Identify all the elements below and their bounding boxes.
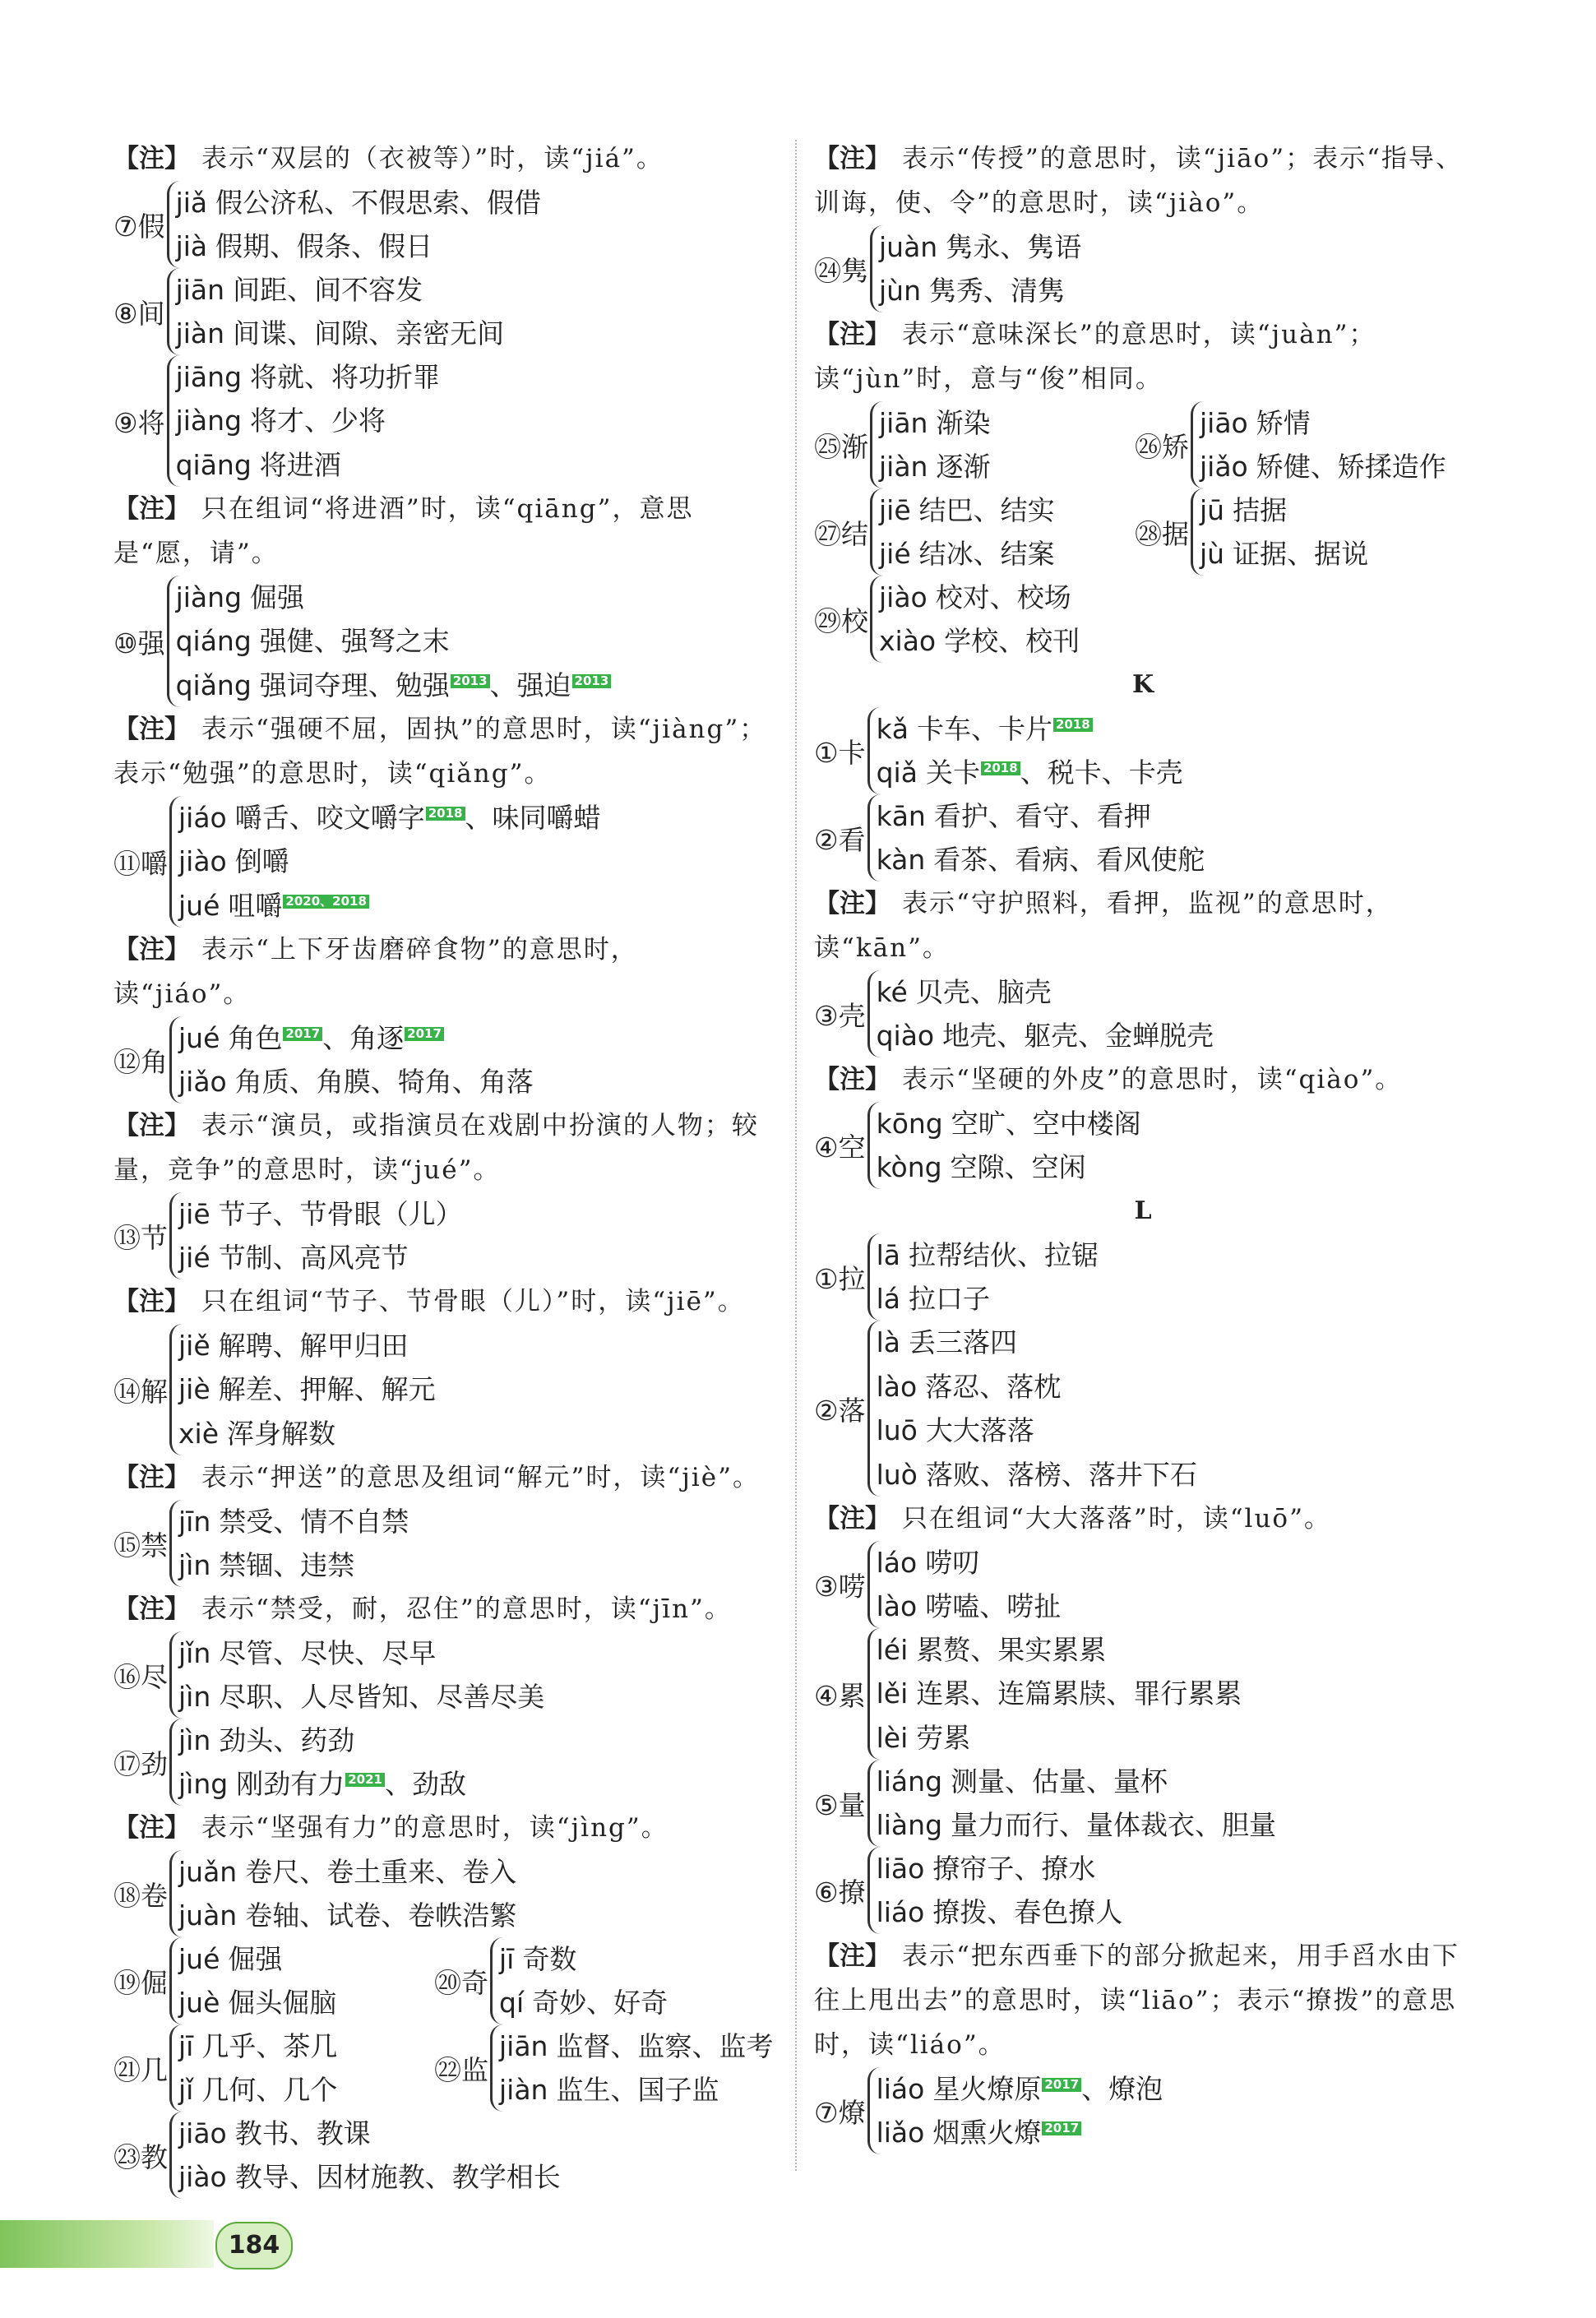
reading-line: jǐ 几何、几个 xyxy=(178,2074,338,2106)
reading-line: qiāng 将进酒 xyxy=(175,448,341,481)
entry-jiao: ⑪嚼 jiáo 嚼舌、咬文嚼字 2018、味同嚼蜡 jiào 倒嚼 jué 咀嚼 2020、2018 xyxy=(113,796,771,928)
reading-line: jiē 结巴、结实 xyxy=(879,494,1055,526)
reading-line: jiǎ 假公济私、不假思索、假借 xyxy=(175,187,542,219)
exam-year-badge: 2018 xyxy=(1053,718,1093,732)
entry-pair xyxy=(814,488,1472,576)
reading-line: kān 看护、看守、看押 xyxy=(876,800,1151,832)
reading-line: láo 唠叨 xyxy=(876,1547,980,1579)
exam-year-badge: 2018 xyxy=(426,807,465,821)
brace xyxy=(867,2067,1163,2154)
reading-line: liáng 测量、估量、量杯 xyxy=(876,1765,1168,1797)
brace xyxy=(867,1321,1197,1497)
reading-line: jìng 刚劲有力 2021、劲敌 xyxy=(178,1768,466,1800)
entry-ka-qia: ①卡 kǎ 卡车、卡片 2018 qiǎ 关卡 2018、税卡、卡壳 xyxy=(814,707,1472,794)
reading-line: juàn 隽永、隽语 xyxy=(879,231,1082,263)
note: 【注】 表示“强硬不屈，固执”的意思时，读“jiàng”；表示“勉强”的意思时，读“qiǎng”。 xyxy=(113,715,767,789)
brace xyxy=(167,268,504,355)
reading-line: jué 角色 2017、角逐 2017 xyxy=(178,1016,534,1060)
entry-la: ①拉 lā 拉帮结伙、拉锯 lá 拉口子 xyxy=(814,1233,1472,1321)
entry-jiao-jiao: ㉓教 jiāo 教书、教课 jiào 教导、因材施教、教学相长 xyxy=(113,2112,771,2199)
reading-line: jiàn 间谍、间隙、亲密无间 xyxy=(175,317,505,349)
brace xyxy=(169,2112,561,2199)
note: 【注】 表示“把东西垂下的部分掀起来，用手舀水由下往上甩出去”的意思时，读“liāo”；表示“撩拨”的意思时，读“liáo”。 xyxy=(814,1941,1460,2060)
reading-line: jiàng 将才、少将 xyxy=(175,405,386,437)
entry-jiang: ⑨将 jiāng 将就、将功折罪 jiàng 将才、少将 qiāng 将进酒 xyxy=(113,355,771,487)
entry-luo: ②落 là 丢三落四 lào 落忍、落枕 luō 大大落落 luò 落败、落榜、落井下石 xyxy=(814,1321,1472,1497)
brace xyxy=(169,2024,337,2112)
exam-year-badge: 2017 xyxy=(1042,2078,1081,2092)
reading-line: jiān 监督、监察、监考 xyxy=(499,2030,774,2062)
entry-jing: ⑰劲 jìn 劲头、药劲 jìng 刚劲有力 2021、劲敌 xyxy=(113,1719,771,1806)
entry-jiao-xiao: ㉙校 jiào 校对、校场 xiào 学校、校刊 xyxy=(814,576,1472,663)
exam-year-badge: 2017 xyxy=(283,1027,322,1041)
reading-line: jiāo 矫情 xyxy=(1200,407,1311,439)
entry-jie-xie: ⑭解 jiě 解聘、解甲归田 jiè 解差、押解、解元 xiè 浑身解数 xyxy=(113,1324,771,1455)
reading-line: jī 奇数 xyxy=(499,1943,577,1975)
reading-line: jiàn 监生、国子监 xyxy=(499,2074,719,2106)
reading-line: jiàng 倔强 xyxy=(175,581,305,614)
brace xyxy=(167,576,612,707)
reading-line: jiāo 教书、教课 xyxy=(178,2117,371,2149)
entry-jie-jie: ㉗结 jiē 结巴、结实 jié 结冰、结案 xyxy=(814,488,1135,576)
note: 【注】 表示“坚硬的外皮”的意思时，读“qiào”。 xyxy=(814,1065,1403,1094)
reading-line: lā 拉帮结伙、拉锯 xyxy=(876,1239,1099,1271)
reading-line: xiào 学校、校刊 xyxy=(879,625,1080,657)
entry-pair xyxy=(814,401,1472,488)
entry-liang: ⑤量 liáng 测量、估量、量杯 liàng 量力而行、量体裁衣、胆量 xyxy=(814,1760,1472,1847)
note: 【注】 表示“押送”的意思及组词“解元”时，读“jiè”。 xyxy=(113,1463,760,1492)
reading-line: léi 累赘、果实累累 xyxy=(876,1634,1107,1667)
reading-line: jià 假期、假条、假日 xyxy=(175,230,433,262)
exam-year-badge: 2020、2018 xyxy=(283,895,369,909)
brace xyxy=(870,401,990,488)
reading-line: jī 几乎、茶几 xyxy=(178,2030,338,2062)
exam-year-badge: 2013 xyxy=(572,674,612,688)
reading-line: liǎo 烟熏火燎 2017 xyxy=(877,2111,1163,2154)
left-column xyxy=(113,136,774,2199)
reading-line: jué 倔强 xyxy=(178,1943,283,1975)
reading-line: qiáng 强健、强弩之末 xyxy=(175,625,450,658)
entry-jian-jian: ㉒监 jiān 监督、监察、监考 jiàn 监生、国子监 xyxy=(434,2024,755,2112)
entry-jie: ⑬节 jiē 节子、节骨眼（儿） jié 节制、高风亮节 xyxy=(113,1192,771,1279)
reading-line: jùn 隽秀、清隽 xyxy=(879,275,1065,307)
reading-line: kōng 空旷、空中楼阁 xyxy=(876,1108,1141,1140)
reading-line: jiáo 嚼舌、咬文嚼字 2018、味同嚼蜡 xyxy=(178,802,601,835)
brace xyxy=(870,225,1081,312)
brace xyxy=(490,2024,773,2112)
entry-qiang: ⑩强 jiàng 倔强 qiáng 强健、强弩之末 qiǎng 强词夺理、勉强 2013、强迫 2013 xyxy=(113,576,771,707)
entry-liao: ⑥撩 liāo 撩帘子、撩水 liáo 撩拨、春色撩人 xyxy=(814,1847,1472,1934)
entry-ji-qi: ⑳奇 jī 奇数 qí 奇妙、好奇 xyxy=(434,1937,755,2024)
note: 【注】 表示“意味深长”的意思时，读“juàn”；读“jùn”时，意与“俊”相同。 xyxy=(814,320,1376,394)
brace xyxy=(169,1016,534,1103)
reading-line: jiào 校对、校场 xyxy=(879,581,1071,613)
brace xyxy=(867,1102,1141,1189)
reading-line: jiào 倒嚼 xyxy=(178,845,289,878)
entry-ke-qiao: ③壳 ké 贝壳、脑壳 qiào 地壳、躯壳、金蝉脱壳 xyxy=(814,970,1472,1057)
reading-line: kǎ 卡车、卡片 2018 xyxy=(877,707,1183,751)
entry-pair xyxy=(113,2024,774,2112)
note: 【注】 表示“守护照料，看押，监视”的意思时，读“kān”。 xyxy=(814,889,1393,963)
entry-ji: ㉑几 jī 几乎、茶几 jǐ 几何、几个 xyxy=(113,2024,434,2112)
entry-kan: ②看 kān 看护、看守、看押 kàn 看茶、看病、看风使舵 xyxy=(814,794,1472,881)
reading-line: jiān 渐染 xyxy=(879,407,991,439)
reading-line: jīn 禁受、情不自禁 xyxy=(178,1506,409,1538)
reading-line: lào 落忍、落枕 xyxy=(876,1370,1062,1403)
exam-year-badge: 2021 xyxy=(345,1773,385,1787)
reading-line: liāo 撩帘子、撩水 xyxy=(876,1853,1096,1885)
reading-line: jǐn 尽管、尽快、尽早 xyxy=(178,1637,437,1669)
reading-line: jié 结冰、结案 xyxy=(879,538,1055,570)
reading-line: jiào 教导、因材施教、教学相长 xyxy=(178,2161,561,2193)
reading-line: jiē 节子、节骨眼（儿） xyxy=(178,1198,463,1230)
entry-jin: ⑯尽 jǐn 尽管、尽快、尽早 jìn 尽职、人尽皆知、尽善尽美 xyxy=(113,1631,771,1719)
reading-line: jiǎo 矫健、矫揉造作 xyxy=(1200,451,1446,483)
entry-ju-ju: ㉘据 jū 拮据 jù 证据、据说 xyxy=(1135,488,1455,576)
reading-line: kòng 空隙、空闲 xyxy=(876,1151,1086,1183)
brace xyxy=(167,181,542,268)
reading-line: jié 节制、高风亮节 xyxy=(178,1242,409,1274)
reading-line: luō 大大落落 xyxy=(876,1414,1034,1447)
brace xyxy=(867,1628,1242,1760)
entry-lao: ③唠 láo 唠叨 lào 唠嗑、唠扯 xyxy=(814,1541,1472,1628)
reading-line: qí 奇妙、好奇 xyxy=(499,1987,668,2019)
reading-line: ké 贝壳、脑壳 xyxy=(876,976,1052,1008)
brace xyxy=(167,355,440,487)
reading-line: jìn 禁锢、违禁 xyxy=(178,1549,355,1581)
reading-line: lào 唠嗑、唠扯 xyxy=(876,1590,1062,1622)
reading-line: liáo 撩拨、春色撩人 xyxy=(876,1896,1123,1928)
exam-year-badge: 2017 xyxy=(405,1027,444,1041)
note: 【注】 只在组词“大大落落”时，读“luō”。 xyxy=(814,1504,1331,1534)
column-divider xyxy=(795,140,797,2171)
entry-kong: ④空 kōng 空旷、空中楼阁 kòng 空隙、空闲 xyxy=(814,1102,1472,1189)
reading-line: lá 拉口子 xyxy=(876,1283,990,1315)
reading-line: qiǎng 强词夺理、勉强 2013、强迫 2013 xyxy=(176,664,612,707)
footer-band xyxy=(0,2220,214,2268)
reading-line: jiǎo 角质、角膜、犄角、角落 xyxy=(178,1066,534,1098)
reading-line: là 丢三落四 xyxy=(876,1326,1017,1359)
reading-line: jiě 解聘、解甲归田 xyxy=(178,1330,409,1363)
reading-line: qiào 地壳、躯壳、金蝉脱壳 xyxy=(876,1020,1214,1052)
entry-juan: ⑱卷 juǎn 卷尺、卷土重来、卷入 juàn 卷轴、试卷、卷帙浩繁 xyxy=(113,1850,771,1937)
note: 【注】 只在组词“将进酒”时，读“qiāng”，意思是“愿，请”。 xyxy=(113,494,694,568)
brace xyxy=(169,1631,544,1719)
reading-line: jū 拮据 xyxy=(1200,494,1288,526)
reading-line: kàn 看茶、看病、看风使舵 xyxy=(876,844,1205,876)
brace xyxy=(1191,401,1446,488)
entry-juan-jun: ㉔隽 juàn 隽永、隽语 jùn 隽秀、清隽 xyxy=(814,225,1472,312)
brace xyxy=(169,796,601,928)
exam-year-badge: 2013 xyxy=(451,674,490,688)
brace xyxy=(1191,488,1368,576)
reading-line: jiè 解差、押解、解元 xyxy=(178,1373,436,1406)
brace xyxy=(490,1937,668,2024)
brace xyxy=(867,794,1205,881)
section-heading-l: L xyxy=(1134,1196,1152,1225)
page-number: 184 xyxy=(215,2222,293,2269)
reading-line: liáo 星火燎原 2017、燎泡 xyxy=(876,2073,1163,2105)
brace xyxy=(867,1541,1062,1628)
reading-line: jiāng 将就、将功折罪 xyxy=(175,361,441,394)
brace xyxy=(169,1324,436,1455)
entry-jiao-jiao-2: ㉖矫 jiāo 矫情 jiǎo 矫健、矫揉造作 xyxy=(1135,401,1455,488)
note: 【注】 表示“禁受，耐，忍住”的意思时，读“jīn”。 xyxy=(113,1594,732,1624)
brace xyxy=(169,1192,463,1279)
reading-line: juàn 卷轴、试卷、卷帙浩繁 xyxy=(178,1899,517,1932)
exam-year-badge: 2018 xyxy=(981,761,1020,775)
note: 【注】 表示“坚强有力”的意思时，读“jìng”。 xyxy=(113,1813,668,1843)
entry-pair xyxy=(113,1937,771,2024)
reading-line: jué 咀嚼 2020、2018 xyxy=(178,884,601,928)
entry-jian: ⑧间 jiān 间距、间不容发 jiàn 间谍、间隙、亲密无间 xyxy=(113,268,771,355)
entry-jue: ⑫角 jué 角色 2017、角逐 2017 jiǎo 角质、角膜、犄角、角落 xyxy=(113,1016,771,1103)
reading-line: jiàn 逐渐 xyxy=(879,451,991,483)
note: 【注】 表示“上下牙齿磨碎食物”的意思时，读“jiáo”。 xyxy=(113,935,638,1009)
brace xyxy=(169,1850,516,1937)
entry-lei: ④累 léi 累赘、果实累累 lěi 连累、连篇累牍、罪行累累 lèi 劳累 xyxy=(814,1628,1472,1760)
entry-jia: ⑦假 jiǎ 假公济私、不假思索、假借 jià 假期、假条、假日 xyxy=(113,181,771,268)
exam-year-badge: 2017 xyxy=(1042,2121,1081,2135)
reading-line: jìn 尽职、人尽皆知、尽善尽美 xyxy=(178,1681,545,1713)
reading-line: liàng 量力而行、量体裁衣、胆量 xyxy=(876,1809,1277,1841)
reading-line: qiǎ 关卡 2018、税卡、卡壳 xyxy=(876,756,1183,789)
right-column xyxy=(814,136,1472,2154)
entry-liao-2: ⑦燎 liáo 星火燎原 2017、燎泡 liǎo 烟熏火燎 2017 xyxy=(814,2067,1472,2154)
brace xyxy=(169,1719,466,1806)
reading-line: lèi 劳累 xyxy=(876,1721,971,1754)
reading-line: juǎn 卷尺、卷土重来、卷入 xyxy=(178,1856,517,1888)
brace xyxy=(867,1847,1123,1934)
reading-line: juè 倔头倔脑 xyxy=(178,1987,337,2019)
reading-line: lěi 连累、连篇累牍、罪行累累 xyxy=(876,1677,1242,1710)
brace xyxy=(867,970,1214,1057)
entry-jin-jin: ⑮禁 jīn 禁受、情不自禁 jìn 禁锢、违禁 xyxy=(113,1500,771,1587)
brace xyxy=(169,1937,336,2024)
reading-line: jìn 劲头、药劲 xyxy=(178,1724,355,1756)
note: 【注】 表示“演员，或指演员在戏剧中扮演的人物；较量，竞争”的意思时，读“jué”。 xyxy=(113,1111,759,1185)
note: 【注】 只在组词“节子、节骨眼（儿）”时，读“jiē”。 xyxy=(113,1287,745,1316)
entry-jue-juè: ⑲倔 jué 倔强 juè 倔头倔脑 xyxy=(113,1937,434,2024)
brace xyxy=(870,576,1080,663)
brace xyxy=(169,1500,409,1587)
brace xyxy=(867,707,1183,794)
reading-line: jù 证据、据说 xyxy=(1200,538,1369,570)
brace xyxy=(867,1760,1276,1847)
entry-jian-jian-2: ㉕渐 jiān 渐染 jiàn 逐渐 xyxy=(814,401,1135,488)
reading-line: xiè 浑身解数 xyxy=(178,1417,336,1450)
brace xyxy=(867,1233,1099,1321)
reading-line: luò 落败、落榜、落井下石 xyxy=(876,1458,1197,1491)
section-heading-k: K xyxy=(1131,670,1154,699)
brace xyxy=(870,488,1055,576)
note: 【注】 表示“传授”的意思时，读“jiāo”；表示“指导、训诲，使、令”的意思时，读“jiào”。 xyxy=(814,144,1463,218)
reading-line: jiān 间距、间不容发 xyxy=(175,274,423,306)
note: 【注】 表示“双层的（衣被等）”时，读“jiá”。 xyxy=(113,144,664,174)
